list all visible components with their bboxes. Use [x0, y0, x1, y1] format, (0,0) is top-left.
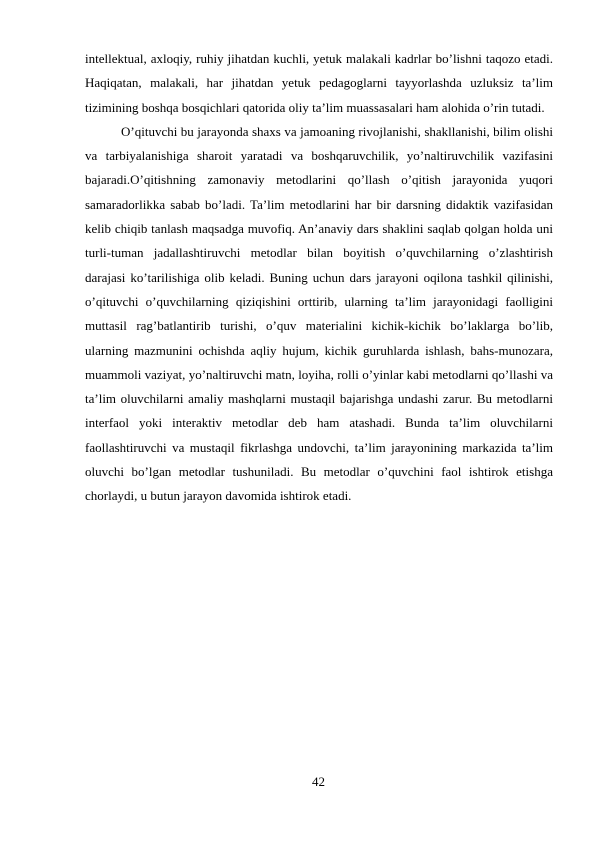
body-text	[85, 47, 553, 509]
page-number: 42	[312, 774, 325, 789]
paragraph-continuation: intellektual, axloqiy, ruhiy jihatdan kuchli, yetuk malakali kadrlar bo’lishni taqozo etadi. Haqiqatan, malakali, har jihatdan yetuk pedagoglarni tayyorlashda uzluksiz ta’lim tizimining boshqa bosqichlari qatorida oliy ta’lim muassasalari ham alohida o’rin tutadi.	[85, 51, 553, 115]
paragraph-teaching-methods: O’qituvchi bu jarayonda shaxs va jamoaning rivojlanishi, shakllanishi, bilim olishi va tarbiyalanishiga sharoit yaratadi va boshqaruvchilik, yo’naltiruvchilik vazifasini bajaradi.O’qitishning zamonaviy metodlarini qo’llash o’qitish jarayonida yuqori samaradorlikka sabab bo’ladi. Ta’lim metodlarini har bir darsning didaktik vazifasidan kelib chiqib tanlash maqsadga muvofiq. An’anaviy dars shaklini saqlab qolgan holda uni turli-tuman jadallashtiruvchi metodlar bilan boyitish o’quvchilarning o’zlashtirish darajasi ko’tarilishiga olib keladi. Buning uchun dars jarayoni oqilona tashkil qilinishi, o’qituvchi o’quvchilarning qiziqishini orttirib, ularning ta’lim jarayonidagi faolligini muttasil rag’batlantirib turishi, o’quv materialini kichik-kichik bo’laklarga bo’lib, ularning mazmunini ochishda aqliy hujum, kichik guruhlarda ishlash, bahs-munozara, muammoli vaziyat, yo’naltiruvchi matn, loyiha, rolli o’yinlar kabi metodlarni qo’llashi va ta’lim oluvchilarni amaliy mashqlarni mustaqil bajarishga undashi zarur. Bu metodlarni interfaol yoki interaktiv metodlar deb ham atashadi. Bunda ta’lim oluvchilarni faollashtiruvchi va mustaqil fikrlashga undovchi, ta’lim jarayonining markazida ta’lim oluvchi bo’lgan metodlar tushuniladi. Bu metodlar o’quvchini faol ishtirok etishga chorlaydi, u butun jarayon davomida ishtirok etadi.	[85, 123, 553, 504]
